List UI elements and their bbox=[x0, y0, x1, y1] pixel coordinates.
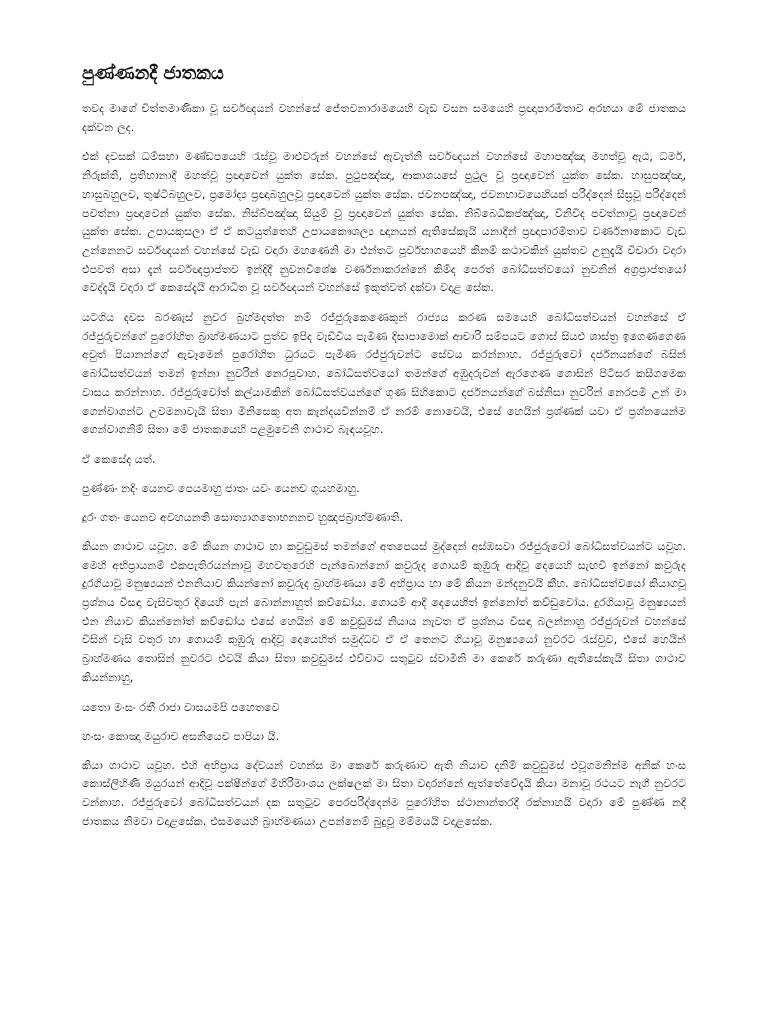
document-page bbox=[82, 62, 686, 842]
verse-line: දූරං ගතං යෙනව අවහයනති සොත්‍යාගතොභනනච හුඤජබ්‍රාහ්මණාති. bbox=[82, 510, 404, 524]
verse-line: ඒ කෙසේද යත්. bbox=[82, 452, 156, 466]
paragraph: කියන ගාථාව යවූහ. මේ කියන ගාථාව හා කවුඩුමස් තමන්ගේ අතපෙයස් මුද්දෙන් අස්ඹසවා රජ්ජුරුවෝ බෝධිසත්වයන්ට යවූහ. මෙහි අභිප්‍රායනම් එකපැතිරයන්නාවූ මහවතුරෙහි පැන්බොන්නෝ කවුරුද ගොයම් කුඹුරු ආදිවූ දෙයෙහි සැඟවී ඉන්නෝ කවුරුද දුරගියාවූ මනුෂ්‍යයන් එනනියාව කියන්නෝ කවුරුද බ්‍රාහ්මණයා මේ අභිප්‍රාය හා මේ කියන මන්දනුවයි කීහ. බෝධිසත්වයෝ කියාගවූ ප්‍රශ්නය විසඳා වැසිවතුර දියෙහි පැන් බොන්නාහුත් කව්ඩෝය. ගොයම් ආදී දෙයෙහිත් ඉන්නෝත් කව්ඩුවෝය. දුරගියාවූ මනුෂ්‍යයන් එන නියාව කියන්නෝත් කව්ඩෝය එසේ හෙයින් මේ කවුඩුමස් නියාය නැවත ඒ ප්‍රශ්නය විසඳා බලන්නාහු රජ්ජුරුවන් වහන්සේ විසින් වැසි වතුර හා ගොයම් කුඹුරු ආදිවූ දෙයෙහිත් සමුද්ධව ඒ ඒ තෙනට ගියාවූ මනුෂ්‍යයෝ නුවරට රැස්වුව, එසේ හෙයින් බ්‍රාහ්මණය තොසින් නුවරට එවයි කියා සිතා කවුඩුමස් එව්වාට සතුටුව ස්වාමිනි මා කෙරේ කරුණා ඇතිසේකැයි සිතා ගාථාව කියන්නාහු, bbox=[82, 539, 686, 684]
paragraph: තවද මාගේ චිත්තමාණිකා වූ සර්වඥයන් වහන්සේ ජේතවනාරාමයෙහි වැඩ වසන සමයෙහි ප්‍රඥාපාරමිතාව අරභයා මේ ජාතකය දක්වන ලද. bbox=[82, 102, 686, 134]
verse-line: යතො මංසං රතී රාජා වාසයමපි පහෙතවෙ bbox=[82, 700, 280, 714]
paragraph: කියා ගාථාව යවූහ. එහි අභිප්‍රාය දේවයන් වහන්ස මා කෙරේ කරුණාව ඇති නියාව දනිම් කවුඩුමස් එවූගමනින්ම අනික් හංස කොස්ලිහිණි මයුරයන් ආදිවූ පක්ෂීන්ගේ මිහිරිමාංශය ලක්ෂලක් මා සිතා වදාරන්නේ ඇත්තේවේදැයි කියා මනාවූ රථයට නැගී නුවරට වන්නාහ. රජ්ජුරුවෝ බෝධිසත්වයන් දක සතුටුව පෙරපරිද්දෙන්ම පුරෝහිත ස්ථානාන්තරදී රක්නාහයි වදාරා මේ පුණ්ණ නදී ජාතකය නිමවා වදාළසේක. එසමයෙහි බ්‍රාහ්මණයා උපන්නෙම් බුදුවූ මම්මයයි වදාළසේක. bbox=[82, 758, 686, 828]
verse-line: පුණ්ණං නදිං යෙනව පෙයමාහු ජාතං යවං යෙනච ගුයහමාහු. bbox=[82, 481, 360, 495]
paragraph: එක් දවසක් ධම්සභා මණ්ඩපයෙහි රැස්වූ මාළුවරුන් වහන්සේ ඇවැත්නි සර්වඥයන් වහන්සේ මහාපඤ්ඤා මහත්වූ ඇඨ, ධර්ම, නිරුක්ති, ප්‍රතිභානාදී මහත්වූ ප්‍රඥාවෙන් යුක්ත සේක. පුථුපඤ්ඤා, ආකාශයසේ පුථුල වූ ප්‍රඥාවෙන් යුක්ත සේක. හාසුපඤ්ඤා, හාසුබහුලව, තුෂ්ටිබහුලව, ප්‍රමෝද්‍ය ප්‍රඥාබහුලවූ ප්‍රඥාවෙන් යුක්ත සේක. ජවනපඤ්ඤා, ජවනභාවයෙහියක් පරිද්දෙන් සීඝ්‍රවූ පරිද්දෙන් පවත්නා ප්‍රඥාවෙන් යුක්ත සේක. නිස්බ්පඤ්ඤා සියුම් වූ ප්‍රඥාවෙන් යුක්ත සේක. නිබ්බෙධිකප්ඤ්ඤා, විනිවිද පවත්නාවූ ප්‍රඥාවෙන් යුක්ත සේක. උපායකුසලා ඒ ඒ කටයුත්තෙහි උපායකෞශල්‍ය ඥානයන් ඇතිසේකැයි යනාදීන් ප්‍රඥාපාරමිතාව වර්ණනාකොට වැඩ උන්නෙනට සර්වඥයන් වහන්සේ වැඩ වදාරා මහණෙනි මා එන්තට පූර්වභාගයෙහි කිනම් කථාවකින් යුක්තව උනුදැයි විචාරා වදාරා එපවත් අසා දැන් සර්වඥප්‍රාප්තව ඉන්දිදී නුවනවිශේෂ වර්ණනාකරන්නේ කිම්ද පෙරත් බෝධිසත්වයෝ නුවනින් අග්‍රප්‍රාප්තයෝ වෙද්දැයි වදාරා ඒ කෙසේදැයි ආරාධිත වූ සර්වඥයන් වහන්සේ ඉකුත්වත් දක්වා වදාළ සේක. bbox=[82, 150, 686, 295]
verse-line: හංසං කොඤා මයුරාච අසනියෙච පාපියා යි. bbox=[82, 729, 280, 743]
document-title: පුණ්ණනදී ජාතකය bbox=[82, 63, 224, 84]
paragraph: යටගිය දවස බරණැස් නුවර බ්‍රහ්මදත්ත නම් රජ්ජුරුකෙණෙකුන් රාජ්‍යය කරණ සමයෙහි බෝධිසත්වයන් වහන්සේ ඒ රජ්ජුරුවන්ගේ පුරෝහිත බ්‍රාහ්මණයාට පුත්ව ඉපිද වැඩිවිය පැමිණ දිසාපාමොක් ආචාරි සම්පයට ගොස් සියළු ශාස්ත්‍ර ඉගෙණගෙණ අවුත් පියානන්ගේ ඇවෑමෙන් පුරෝහිත ධුරයට පැමිණ රජ්ජුරුවන්ට සේවය කරන්නාහ. රජ්ජුරුවෝ දර්ජනයන්ගේ බසින් බෝධිසත්වයන් තමන් ඉන්නා නුවරින් නෙරපූවාහ. බෝධිසත්වයෝ තමන්ගේ අඹුදරුවන් ඇරගෙණ ගොසින් පිටිසර කසීගමෙක වාසය කරන්නාහ. රජ්ජුරුවෝත් කල්යාමකින් බෝධිසත්වයන්ගේ ගුණ සිහිකොට දර්ජනයන්ගේ බස්නිසා නුවරින් නෙරපමි උන් මා ගෙන්වාගන්ට උවමනාවැයි සිතා මිනිසෙකු අත කැන්දයවින්නම් ඒ නරම් නොවෙයි, එසේ හෙයින් ප්‍රශ්ණක් යවා ඒ ප්‍රශ්නයෙන්ම ගෙන්වාගනිම් සිතා මේ ජාතකයෙහි පළමුවෙනි ගාථාව බැඳයවූහ. bbox=[82, 311, 686, 437]
